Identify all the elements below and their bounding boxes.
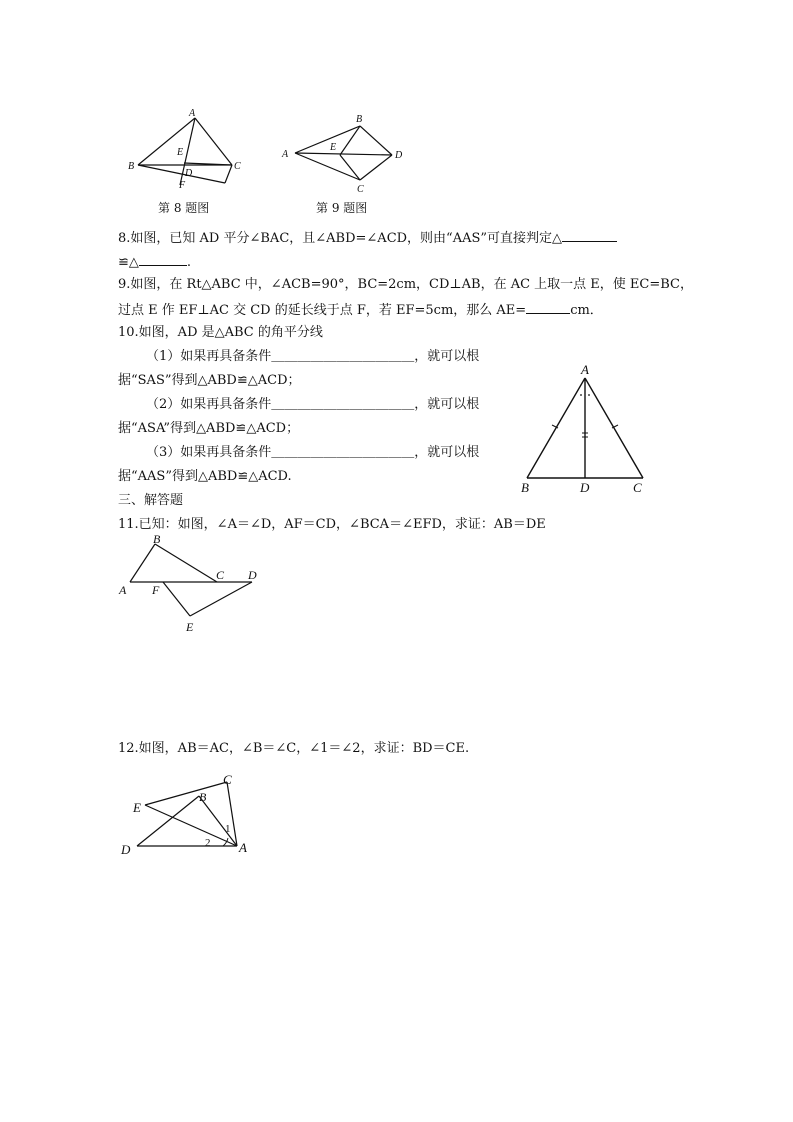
- section-heading: 三、解答题: [118, 493, 184, 508]
- q10-cond2-a: （2）如果再具备条件＿＿＿＿＿＿＿＿＿＿＿，就可以根: [146, 397, 480, 412]
- q10-cond2-b: 据“ASA”得到△ABD≌△ACD；: [118, 421, 300, 436]
- q8-answer-blank-2[interactable]: [139, 253, 187, 266]
- fig11-label-f: F: [152, 583, 160, 597]
- fig10-label-b: B: [521, 480, 529, 495]
- fig8-label-e: E: [177, 147, 184, 158]
- q10-cond3-b: 据“AAS”得到△ABD≌△ACD.: [118, 469, 292, 484]
- fig9-caption: 第 9 题图: [316, 201, 368, 215]
- fig11-label-a: A: [119, 583, 127, 597]
- q9-answer-blank[interactable]: [526, 301, 570, 314]
- figure-q8: [120, 105, 260, 195]
- fig10-label-a: A: [581, 362, 589, 377]
- fig8-label-a: A: [189, 108, 196, 119]
- fig8-label-c: C: [234, 161, 241, 172]
- fig8-label-b: B: [128, 161, 135, 172]
- fig11-label-d: D: [248, 568, 257, 582]
- q8-line1: 8.如图，已知 AD 平分∠BAC，且∠ABD=∠ACD，则由“AAS”可直接判定△: [118, 229, 617, 247]
- q10-cond1-b: 据“SAS”得到△ABD≌△ACD；: [118, 373, 301, 388]
- fig11-label-b: B: [153, 532, 161, 546]
- fig12-label-c: C: [223, 772, 232, 787]
- figure-q11: [115, 532, 265, 634]
- figure-q12: [115, 768, 265, 860]
- fig10-label-c: C: [633, 480, 642, 495]
- fig8-caption: 第 8 题图: [158, 201, 210, 215]
- q11-text: 11.已知：如图，∠A＝∠D，AF＝CD，∠BCA＝∠EFD，求证：AB＝DE: [118, 517, 546, 532]
- fig9-label-d: D: [395, 150, 403, 161]
- fig9-label-a: A: [282, 149, 289, 160]
- q8-answer-blank-1[interactable]: [562, 229, 617, 242]
- fig9-label-e: E: [330, 142, 337, 153]
- fig12-angle-2: 2: [205, 837, 211, 849]
- fig12-angle-1: 1: [225, 823, 231, 835]
- fig12-label-d: D: [121, 842, 131, 857]
- fig9-label-c: C: [357, 184, 364, 195]
- fig9-label-b: B: [356, 114, 363, 125]
- q12-text: 12.如图，AB＝AC，∠B＝∠C，∠1＝∠2，求证：BD＝CE.: [118, 741, 470, 756]
- fig12-label-b: B: [199, 790, 207, 804]
- fig11-label-e: E: [186, 620, 194, 634]
- fig8-label-d: D: [185, 168, 193, 179]
- fig10-label-d: D: [580, 480, 590, 495]
- q10-cond1-a: （1）如果再具备条件＿＿＿＿＿＿＿＿＿＿＿，就可以根: [146, 349, 480, 364]
- fig12-label-a: A: [239, 840, 247, 855]
- fig12-label-e: E: [133, 800, 141, 815]
- q10-cond3-a: （3）如果再具备条件＿＿＿＿＿＿＿＿＿＿＿，就可以根: [146, 445, 480, 460]
- fig8-label-f: F: [179, 180, 186, 191]
- q9-line2: 过点 E 作 EF⊥AC 交 CD 的延长线于点 F，若 EF=5cm，那么 AE= cm．: [118, 303, 603, 318]
- figure-q10: [515, 358, 660, 498]
- q9-line1: 9.如图，在 Rt△ABC 中，∠ACB=90°，BC=2cm，CD⊥AB，在 AC 上取一点 E，使 EC=BC，: [118, 277, 693, 292]
- q8-line2: ≌△ .: [118, 255, 192, 270]
- q10-intro: 10.如图，AD 是△ABC 的角平分线: [118, 325, 323, 340]
- fig11-label-c: C: [216, 568, 225, 582]
- figure-q9: [280, 108, 420, 198]
